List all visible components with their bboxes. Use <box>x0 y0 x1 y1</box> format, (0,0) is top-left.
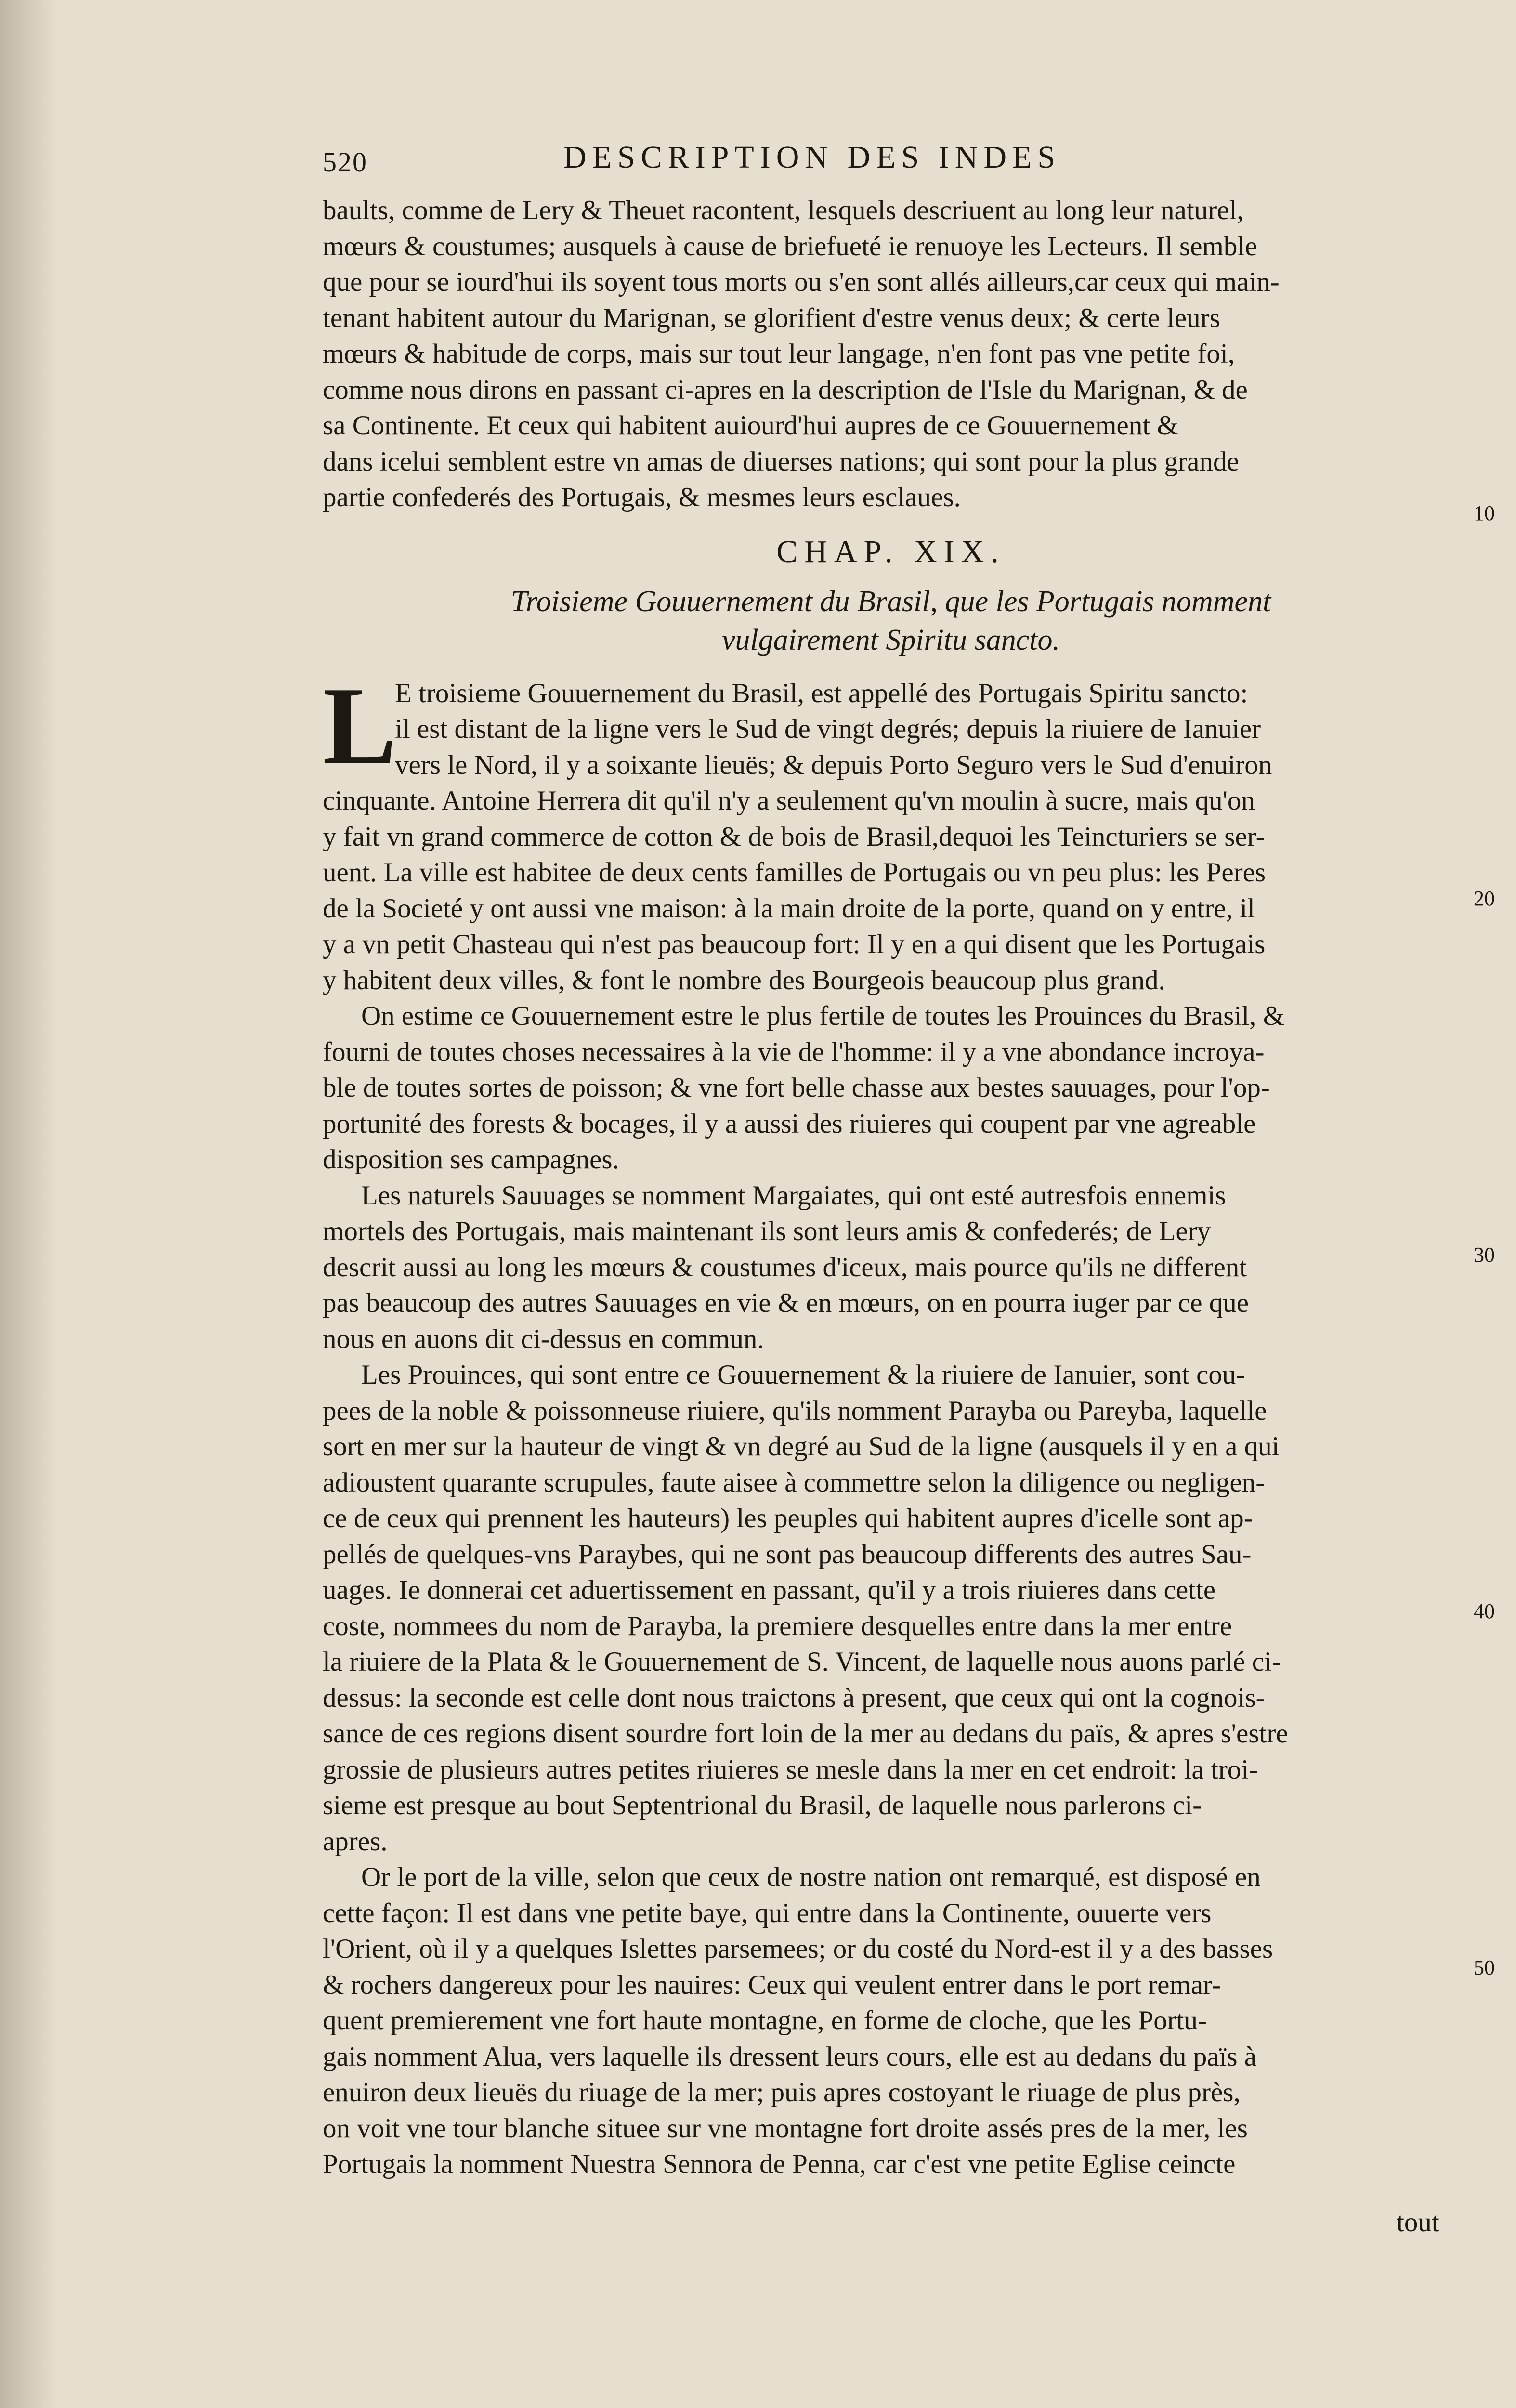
text-line: de la Societé y ont aussi vne maison: à la main droite de la porte, quand on y entre, il <box>323 893 1255 924</box>
text-line: cinquante. Antoine Herrera dit qu'il n'y a seulement qu'vn moulin à sucre, mais qu'on <box>323 785 1255 816</box>
text-line: & rochers dangereux pour les nauires: Ceux qui veulent entrer dans le port remar- <box>323 1969 1221 2000</box>
text-line: baults, comme de Lery & Theuet racontent, lesquels descriuent au long leur naturel, <box>323 195 1244 225</box>
paragraph-6 <box>323 1859 1459 2183</box>
text-block <box>323 140 1459 2183</box>
chapter-title <box>323 582 1459 659</box>
text-line: quent premierement vne fort haute montagne, en forme de cloche, que les Portu- <box>323 2005 1207 2036</box>
text-line: l'Orient, où il y a quelques Islettes parsemees; or du costé du Nord-est il y a des basses <box>323 1934 1273 1964</box>
text-line: Les naturels Sauuages se nomment Margaiates, qui ont esté autresfois ennemis <box>361 1180 1226 1211</box>
text-line: portunité des forests & bocages, il y a aussi des riuieres qui coupent par vne agreable <box>323 1108 1256 1139</box>
text-line: On estime ce Gouuernement estre le plus fertile de toutes les Prouinces du Brasil, & <box>361 1001 1284 1031</box>
chapter-title-line: vulgairement Spiritu sancto. <box>721 623 1060 656</box>
paragraph-2 <box>323 664 1459 999</box>
paragraph-3 <box>323 998 1459 1178</box>
text-line: pees de la noble & poissonneuse riuiere, qu'ils nomment Parayba ou Pareyba, laquelle <box>323 1395 1267 1426</box>
text-line: pellés de quelques-vns Paraybes, qui ne sont pas beaucoup differents des autres Sau- <box>323 1539 1252 1570</box>
text-line: y fait vn grand commerce de cotton & de bois de Brasil,dequoi les Teincturiers se ser- <box>323 821 1265 852</box>
margin-number: 30 <box>1474 1243 1495 1267</box>
text-line: que pour se iourd'hui ils soyent tous morts ou s'en sont allés ailleurs,car ceux qui main- <box>323 267 1280 297</box>
paragraph-4 <box>323 1178 1459 1358</box>
text-line: apres. <box>323 1826 388 1857</box>
text-line: sa Continente. Et ceux qui habitent auiourd'hui aupres de ce Gouuernement & <box>323 410 1178 441</box>
text-line: mœurs & habitude de corps, mais sur tout leur langage, n'en font pas vne petite foi, <box>323 339 1235 369</box>
page-number: 520 <box>323 146 367 178</box>
text-line: ble de toutes sortes de poisson; & vne fort belle chasse aux bestes sauuages, pour l'op- <box>323 1073 1270 1103</box>
margin-number: 10 <box>1474 501 1495 525</box>
gutter-shadow <box>0 0 58 2408</box>
text-line: uages. Ie donnerai cet aduertissement en passant, qu'il y a trois riuieres dans cette <box>323 1575 1216 1605</box>
text-line: dessus: la seconde est celle dont nous traictons à present, que ceux qui ont la cognois- <box>323 1682 1265 1713</box>
text-line: Les Prouinces, qui sont entre ce Gouuernement & la riuiere de Ianuier, sont cou- <box>361 1360 1245 1390</box>
text-line: Or le port de la ville, selon que ceux de nostre nation ont remarqué, est disposé en <box>361 1862 1261 1892</box>
running-title: DESCRIPTION DES INDES <box>563 140 1061 175</box>
margin-number: 20 <box>1474 887 1495 910</box>
text-line: vers le Nord, il y a soixante lieuës; & depuis Porto Seguro vers le Sud d'enuiron <box>395 749 1272 780</box>
text-line: pas beaucoup des autres Sauuages en vie & en mœurs, on en pourra iuger par ce que <box>323 1288 1249 1318</box>
catchword: tout <box>1397 2207 1439 2238</box>
text-line: ce de ceux qui prennent les hauteurs) les peuples qui habitent aupres d'icelle sont ap- <box>323 1503 1253 1533</box>
text-line: fourni de toutes choses necessaires à la vie de l'homme: il y a vne abondance incroya- <box>323 1036 1265 1067</box>
margin-number: 50 <box>1474 1956 1495 1979</box>
text-line: gais nomment Alua, vers laquelle ils dressent leurs cours, elle est au dedans du païs à <box>323 2041 1257 2072</box>
text-line: mœurs & coustumes; ausquels à cause de briefueté ie renuoye les Lecteurs. Il semble <box>323 231 1257 262</box>
text-line: sort en mer sur la hauteur de vingt & vn degré au Sud de la ligne (ausquels il y en a qui <box>323 1431 1280 1462</box>
text-line: uent. La ville est habitee de deux cents familles de Portugais ou vn peu plus: les Peres <box>323 857 1266 888</box>
text-line: grossie de plusieurs autres petites riuieres se mesle dans la mer en cet endroit: la troi- <box>323 1754 1258 1785</box>
drop-cap: L <box>323 664 397 787</box>
text-line: sance de ces regions disent sourdre fort loin de la mer au dedans du païs, & apres s'estre <box>323 1718 1288 1749</box>
chapter-title-line: Troisieme Gouuernement du Brasil, que les Portugais nomment <box>510 585 1271 618</box>
text-line: y habitent deux villes, & font le nombre des Bourgeois beaucoup plus grand. <box>323 965 1165 995</box>
text-line: enuiron deux lieuës du riuage de la mer; puis apres costoyant le riuage de plus près, <box>323 2077 1241 2107</box>
text-line: on voit vne tour blanche situee sur vne montagne fort droite assés pres de la mer, les <box>323 2113 1248 2144</box>
text-line: E troisieme Gouuernement du Brasil, est appellé des Portugais Spiritu sancto: <box>395 678 1248 708</box>
text-line: adioustent quarante scrupules, faute aisee à commettre selon la diligence ou negligen- <box>323 1467 1265 1498</box>
text-line: sieme est presque au bout Septentrional du Brasil, de laquelle nous parlerons ci- <box>323 1790 1202 1820</box>
text-line: coste, nommees du nom de Parayba, la premiere desquelles entre dans la mer entre <box>323 1610 1232 1641</box>
paragraph-1 <box>323 193 1459 516</box>
text-line: disposition ses campagnes. <box>323 1144 619 1175</box>
text-line: partie confederés des Portugais, & mesmes leurs esclaues. <box>323 482 961 512</box>
text-line: mortels des Portugais, mais maintenant ils sont leurs amis & confederés; de Lery <box>323 1216 1211 1246</box>
text-line: cette façon: Il est dans vne petite baye, qui entre dans la Continente, ouuerte vers <box>323 1898 1212 1928</box>
text-line: y a vn petit Chasteau qui n'est pas beaucoup fort: Il y en a qui disent que les Portugais <box>323 929 1266 959</box>
chapter-heading: CHAP. XIX. <box>776 534 1006 569</box>
text-line: descrit aussi au long les mœurs & coustumes d'iceux, mais pource qu'ils ne different <box>323 1252 1247 1283</box>
page-header <box>323 140 1459 193</box>
text-line: dans icelui semblent estre vn amas de diuerses nations; qui sont pour la plus grande <box>323 446 1239 477</box>
text-line: il est distant de la ligne vers le Sud de vingt degrés; depuis la riuiere de Ianuier <box>395 714 1261 744</box>
text-line: comme nous dirons en passant ci-apres en la description de l'Isle du Marignan, & de <box>323 374 1248 405</box>
text-line: la riuiere de la Plata & le Gouuernement de S. Vincent, de laquelle nous auons parlé ci- <box>323 1647 1281 1677</box>
text-line: tenant habitent autour du Marignan, se glorifient d'estre venus deux; & certe leurs <box>323 302 1220 333</box>
text-line: nous en auons dit ci-dessus en commun. <box>323 1323 764 1354</box>
margin-number: 40 <box>1474 1599 1495 1623</box>
paragraph-5 <box>323 1357 1459 1859</box>
text-line: Portugais la nomment Nuestra Sennora de Penna, car c'est vne petite Eglise ceincte <box>323 2149 1236 2179</box>
